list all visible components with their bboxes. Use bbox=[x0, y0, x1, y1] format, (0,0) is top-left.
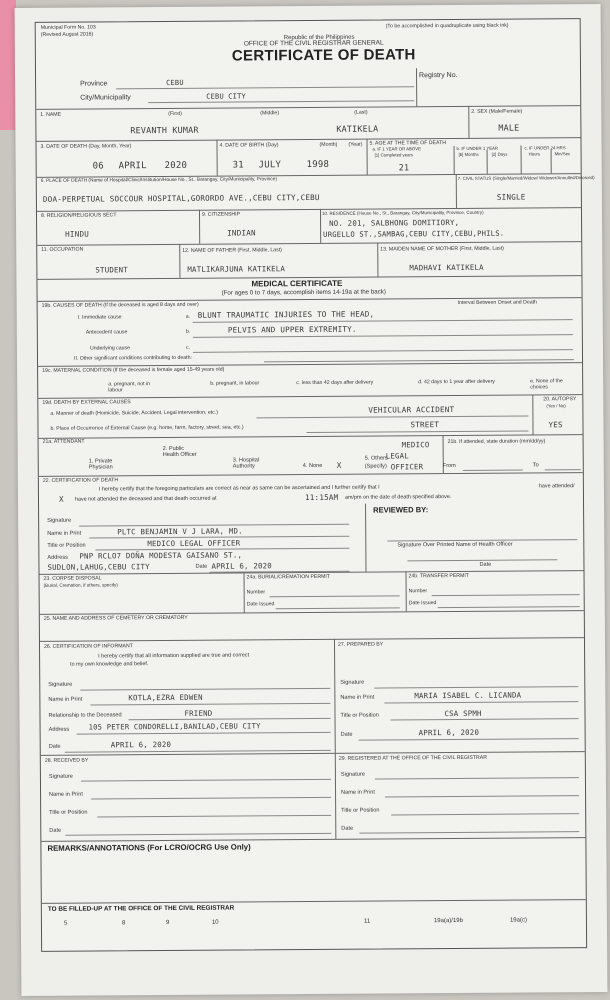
corpse-disposal-label: 23. CORPSE DISPOSAL bbox=[43, 575, 102, 582]
age-label: 5. AGE AT THE TIME OF DEATH bbox=[369, 140, 447, 147]
residence-line-2: URGELLO ST.,SAMBAG,CEBU CITY,CEBU,PHILS. bbox=[323, 228, 505, 239]
mother-name-label: 13. MAIDEN NAME OF MOTHER (First, Middle, Last) bbox=[380, 245, 504, 253]
pink-sticky-note bbox=[0, 0, 16, 130]
prepared-date-label: Date bbox=[340, 731, 353, 738]
maternal-option-b: b. pregnant, in labour bbox=[210, 380, 260, 387]
prepared-name-label: Name in Print bbox=[340, 694, 375, 701]
autopsy-sub: (Yes / No) bbox=[546, 403, 566, 409]
autopsy-value: YES bbox=[548, 420, 563, 430]
antecedent-cause-label: Antecedent cause bbox=[85, 329, 128, 336]
age-days: [2] Days bbox=[491, 151, 508, 157]
citizenship-value: INDIAN bbox=[227, 228, 256, 238]
causes-of-death-label: 19b. CAUSES OF DEATH (If the deceased is aged 8 days and over) bbox=[41, 301, 199, 309]
manner-of-death-label: a. Manner of death (Homicide, Suicide, Accident, Legal intervention, etc.) bbox=[50, 409, 218, 417]
cert-address-line-1: PNP RCLO7 DOÑA MODESTA GAISANO ST., bbox=[79, 550, 243, 561]
received-title-label: Title or Position bbox=[49, 809, 88, 816]
age-sub-1: a. IF 1 YEAR OR ABOVE bbox=[372, 146, 421, 152]
underlying-cause-label: Underlying cause bbox=[89, 345, 131, 352]
cert-title-label: Title or Position bbox=[47, 542, 86, 549]
date-of-death-label: 3. DATE OF DEATH (Day, Month, Year) bbox=[40, 143, 132, 150]
footer-code-5: 5 bbox=[63, 920, 68, 927]
registered-title-label: Title or Position bbox=[341, 807, 380, 814]
immediate-cause-value: BLUNT TRAUMATIC INJURIES TO THE HEAD, bbox=[197, 309, 375, 320]
citizenship-label: 9. CITIZENSHIP bbox=[201, 211, 241, 218]
from-label: From bbox=[442, 462, 456, 470]
middle-name-label: (Middle) bbox=[260, 110, 280, 117]
attendant-option-5: 5. Others bbox=[364, 455, 388, 462]
prepared-by-label: 27. PREPARED BY bbox=[337, 641, 384, 648]
attendant-other-3: OFFICER bbox=[390, 462, 424, 472]
certificate-form bbox=[35, 18, 595, 952]
cert-title-value: MEDICO LEGAL OFFICER bbox=[147, 538, 241, 549]
footer-code-11: 11 bbox=[363, 918, 371, 925]
remarks-label: REMARKS/ANNOTATIONS (For LCRO/OCRG Use Only) bbox=[47, 842, 251, 853]
cause-b-marker: b. bbox=[185, 328, 191, 335]
registry-label: Registry No. bbox=[419, 71, 458, 80]
received-by-label: 28. RECEIVED BY bbox=[44, 757, 89, 764]
prepared-title-label: Title or Position bbox=[340, 712, 379, 719]
occupation-value: STUDENT bbox=[95, 265, 128, 275]
maternal-option-e: e. None of the choices bbox=[530, 378, 563, 391]
cert-address-line-2: SUDLON,LAHUG,CEBU CITY bbox=[47, 562, 150, 572]
form-revision: (Revised August 2016) bbox=[40, 31, 94, 38]
burial-number-label: Number bbox=[246, 589, 266, 596]
maternal-condition-label: 19c. MATERNAL CONDITION (If the deceased is female aged 15-49 years old) bbox=[42, 366, 225, 374]
attendant-other-2: LEGAL bbox=[385, 451, 409, 461]
city-line bbox=[148, 100, 414, 103]
informant-signature-label: Signature bbox=[48, 681, 73, 688]
prepared-title-value: CSA SPMH bbox=[444, 708, 482, 719]
mother-name-value: MADHAVI KATIKELA bbox=[409, 262, 484, 273]
certification-text-1: I hereby certify that the foregoing particulars are correct as near as same can be ascertained and I further certify that I bbox=[98, 484, 380, 493]
cause-a-marker: a. bbox=[185, 313, 191, 320]
registered-name-label: Name in Print bbox=[341, 789, 375, 796]
province-label: Province bbox=[80, 80, 108, 88]
time-of-death: 11:15AM bbox=[304, 492, 339, 503]
province-line bbox=[116, 86, 414, 89]
residence-label: 10. RESIDENCE (House No., St., Barangay, City/Municipality, Province, Country) bbox=[321, 209, 484, 216]
maternal-option-a: a. pregnant, not in labour bbox=[108, 381, 151, 394]
civil-status-label: 7. CIVIL STATUS (Single/Married/Widow/ Widower/Annulled/Divorced) bbox=[457, 175, 595, 181]
attendant-label: 21a. ATTENDANT bbox=[42, 438, 85, 445]
footer-code-19a: 19a(a)/19b bbox=[433, 917, 463, 925]
footer-code-9: 9 bbox=[165, 919, 170, 927]
informant-address-label: Address bbox=[48, 726, 70, 733]
prepared-name-value: MARIA ISABEL C. LICANDA bbox=[414, 690, 522, 701]
age-value: 21 bbox=[398, 162, 410, 173]
other-conditions-label: II. Other significant conditions contributing to death: bbox=[73, 354, 192, 362]
relationship-label: Relationship to the Deceased bbox=[48, 712, 122, 719]
relationship-value: FRIEND bbox=[184, 708, 213, 718]
to-label: To bbox=[532, 462, 539, 469]
footer-code-19ac: 19a(c) bbox=[509, 917, 527, 924]
office-label: OFFICE OF THE CIVIL REGISTRAR GENERAL bbox=[243, 39, 384, 48]
received-date-label: Date bbox=[49, 827, 62, 834]
informant-text-1: I hereby certify that all information supplied are true and correct bbox=[98, 652, 250, 660]
informant-date-value: APRIL 6, 2020 bbox=[110, 739, 172, 750]
informant-address-value: 105 PETER CONDORELLI,BANILAD,CEBU CITY bbox=[88, 721, 261, 732]
dob-year-label: (Year) bbox=[348, 141, 363, 148]
cert-date-label: Date bbox=[195, 563, 208, 570]
footer-code-10: 10 bbox=[211, 919, 219, 926]
cert-address-label: Address bbox=[47, 554, 68, 561]
attendant-option-2: 2. Public Health Officer bbox=[162, 445, 197, 459]
religion-value: HINDU bbox=[65, 229, 90, 239]
sex-label: 2. SEX (Male/Female) bbox=[471, 108, 523, 115]
autopsy-label: 20. AUTOPSY bbox=[543, 396, 577, 403]
burial-date-issued-label: Date Issued bbox=[246, 601, 275, 608]
father-name-label: 12. NAME OF FATHER (First, Middle, Last) bbox=[182, 247, 282, 254]
attendant-option-4: 4. None bbox=[302, 462, 323, 470]
form-number: Municipal Form No. 103 bbox=[40, 24, 96, 31]
corpse-disposal-sub: (Burial, Cremation, if others, specify) bbox=[43, 582, 118, 588]
certification-text-2: have not attended the deceased and that death occurred at bbox=[74, 495, 217, 503]
civil-status-value: SINGLE bbox=[496, 192, 526, 202]
age-sub-2: b. IF UNDER 1 YEAR bbox=[456, 145, 499, 151]
dod-day: 06 bbox=[92, 161, 104, 172]
age-completed-years: [1] Completed years bbox=[374, 152, 414, 158]
transfer-date-issued-label: Date Issued bbox=[408, 600, 437, 607]
attendance-duration-label: 21b. If attended, state duration (mm/dd/yy) bbox=[447, 438, 546, 446]
age-months: [b] Months bbox=[458, 151, 479, 157]
first-name-label: (First) bbox=[168, 110, 182, 117]
health-officer-label: Signature Over Printed Name of Health Officer bbox=[397, 541, 513, 549]
certification-mark: X bbox=[58, 494, 64, 504]
occupation-label: 11. OCCUPATION bbox=[41, 246, 84, 253]
transfer-permit-label: 24b. TRANSFER PERMIT bbox=[408, 572, 470, 580]
age-sub-3: c. IF UNDER 24 HRS bbox=[524, 145, 566, 151]
received-name-label: Name in Print bbox=[49, 791, 83, 798]
transfer-number-label: Number bbox=[408, 588, 428, 595]
dob-month: JULY bbox=[258, 160, 282, 171]
certification-text-3: am/pm on the date of death specified above. bbox=[344, 494, 452, 501]
reviewed-by-label: REVIEWED BY: bbox=[373, 505, 429, 515]
registered-signature-label: Signature bbox=[340, 771, 365, 778]
name-label: 1. NAME bbox=[40, 111, 62, 118]
informant-date-label: Date bbox=[48, 743, 61, 750]
religion-label: 8. RELIGION/RELIGIOUS SECT bbox=[40, 212, 117, 219]
registrar-fill-label: TO BE FILLED-UP AT THE OFFICE OF THE CIVIL REGISTRAR bbox=[47, 904, 235, 913]
attendant-option-5-sub: (Specify) bbox=[364, 463, 387, 470]
page-title: CERTIFICATE OF DEATH bbox=[231, 46, 416, 65]
registered-date-label: Date bbox=[341, 825, 354, 832]
footer-code-8: 8 bbox=[121, 920, 126, 927]
sex-value: MALE bbox=[498, 122, 520, 133]
medical-certificate-title: MEDICAL CERTIFICATE bbox=[251, 278, 343, 289]
external-causes-label: 19d. DEATH BY EXTERNAL CAUSES bbox=[42, 399, 131, 406]
interval-label: Interval Between Onset and Death bbox=[457, 299, 537, 306]
place-of-death-value: DOA-PERPETUAL SOCCOUR HOSPITAL,GORORDO AVE.,CEBU CITY,CEBU bbox=[42, 192, 320, 204]
quadruplicate-note: (To be accomplished in quadruplicate using black ink) bbox=[385, 22, 509, 30]
dob-day: 31 bbox=[232, 160, 244, 171]
prepared-date-value: APRIL 6, 2020 bbox=[418, 727, 480, 738]
maternal-option-d: d. 42 days to 1 year after delivery bbox=[418, 378, 495, 386]
cemetery-label: 25. NAME AND ADDRESS OF CEMETERY OR CREMATORY bbox=[43, 614, 188, 622]
attendant-option-3: 3. Hospital Authority bbox=[232, 457, 260, 470]
dod-month: APRIL bbox=[118, 161, 147, 172]
place-of-death-label: 6. PLACE OF DEATH (Name of Hospital/Clinic/Institution/House No., St., Barangay, City/Municipality, Province) bbox=[40, 177, 277, 184]
attendant-option-1: 1. Private Physician bbox=[88, 458, 113, 471]
age-min-sec: Min/Sec bbox=[554, 151, 571, 157]
dob-month-label: (Month) bbox=[319, 141, 338, 148]
cert-signature-label: Signature bbox=[47, 517, 72, 524]
antecedent-cause-value: PELVIS AND UPPER EXTREMITY. bbox=[227, 324, 357, 335]
certification-label: 22. CERTIFICATION OF DEATH bbox=[42, 477, 119, 484]
cert-name-value: PLTC BENJAMIN V J LARA, MD. bbox=[117, 526, 243, 537]
city-label: City/Municipality bbox=[80, 94, 131, 102]
city-value: CEBU CITY bbox=[206, 92, 246, 101]
informant-label: 26. CERTIFICATION OF INFORMANT bbox=[43, 643, 133, 650]
certification-have-attended: have attended/ bbox=[538, 483, 575, 490]
informant-name-value: KOTLA,EZRA EDWEN bbox=[128, 692, 203, 703]
manner-of-death-value: VEHICULAR ACCIDENT bbox=[368, 404, 455, 415]
place-external-value: STREET bbox=[410, 420, 440, 430]
age-hours: Hours bbox=[528, 151, 541, 157]
dob-year: 1998 bbox=[306, 159, 330, 171]
father-name-value: MATLIKARJUNA KATIKELA bbox=[187, 264, 286, 274]
prepared-signature-label: Signature bbox=[340, 679, 365, 686]
residence-line-1: NO. 201, SALBHONG DOMITIORY, bbox=[329, 217, 460, 228]
last-name-label: (Last) bbox=[354, 109, 368, 116]
maternal-option-c: c. less than 42 days after delivery bbox=[296, 379, 374, 387]
medical-certificate-subtitle: (For ages 0 to 7 days, accomplish items 14-19a at the back) bbox=[221, 288, 386, 297]
last-name-value: KATIKELA bbox=[336, 123, 379, 134]
province-value: CEBU bbox=[166, 78, 184, 88]
cert-date-value: APRIL 6, 2020 bbox=[211, 561, 272, 571]
burial-permit-label: 24a. BURIAL/CREMATION PERMIT bbox=[246, 573, 331, 581]
attendant-other-1: MEDICO bbox=[401, 440, 430, 450]
place-external-label: b. Place of Occurrence of External Cause (e.g. home, farm, factory, street, sea, etc.) bbox=[50, 424, 244, 432]
cert-name-label: Name in Print bbox=[47, 530, 82, 537]
republic-label: Republic of the Philippines bbox=[283, 34, 355, 42]
informant-name-label: Name in Print bbox=[48, 696, 83, 703]
first-name-value: REVANTH KUMAR bbox=[130, 124, 199, 136]
dod-year: 2020 bbox=[164, 160, 188, 172]
received-signature-label: Signature bbox=[48, 773, 73, 780]
death-certificate-sheet bbox=[15, 4, 608, 996]
date-of-birth-label: 4. DATE OF BIRTH (Day) bbox=[219, 142, 279, 149]
registered-label: 29. REGISTERED AT THE OFFICE OF THE CIVIL REGISTRAR bbox=[338, 754, 487, 762]
cause-c-marker: c. bbox=[185, 344, 191, 351]
reviewed-date-label: Date bbox=[479, 561, 492, 568]
informant-text-2: to my own knowledge and belief. bbox=[70, 661, 149, 668]
attendant-none-mark: X bbox=[336, 460, 342, 470]
immediate-cause-label: I. Immediate cause bbox=[77, 314, 122, 321]
